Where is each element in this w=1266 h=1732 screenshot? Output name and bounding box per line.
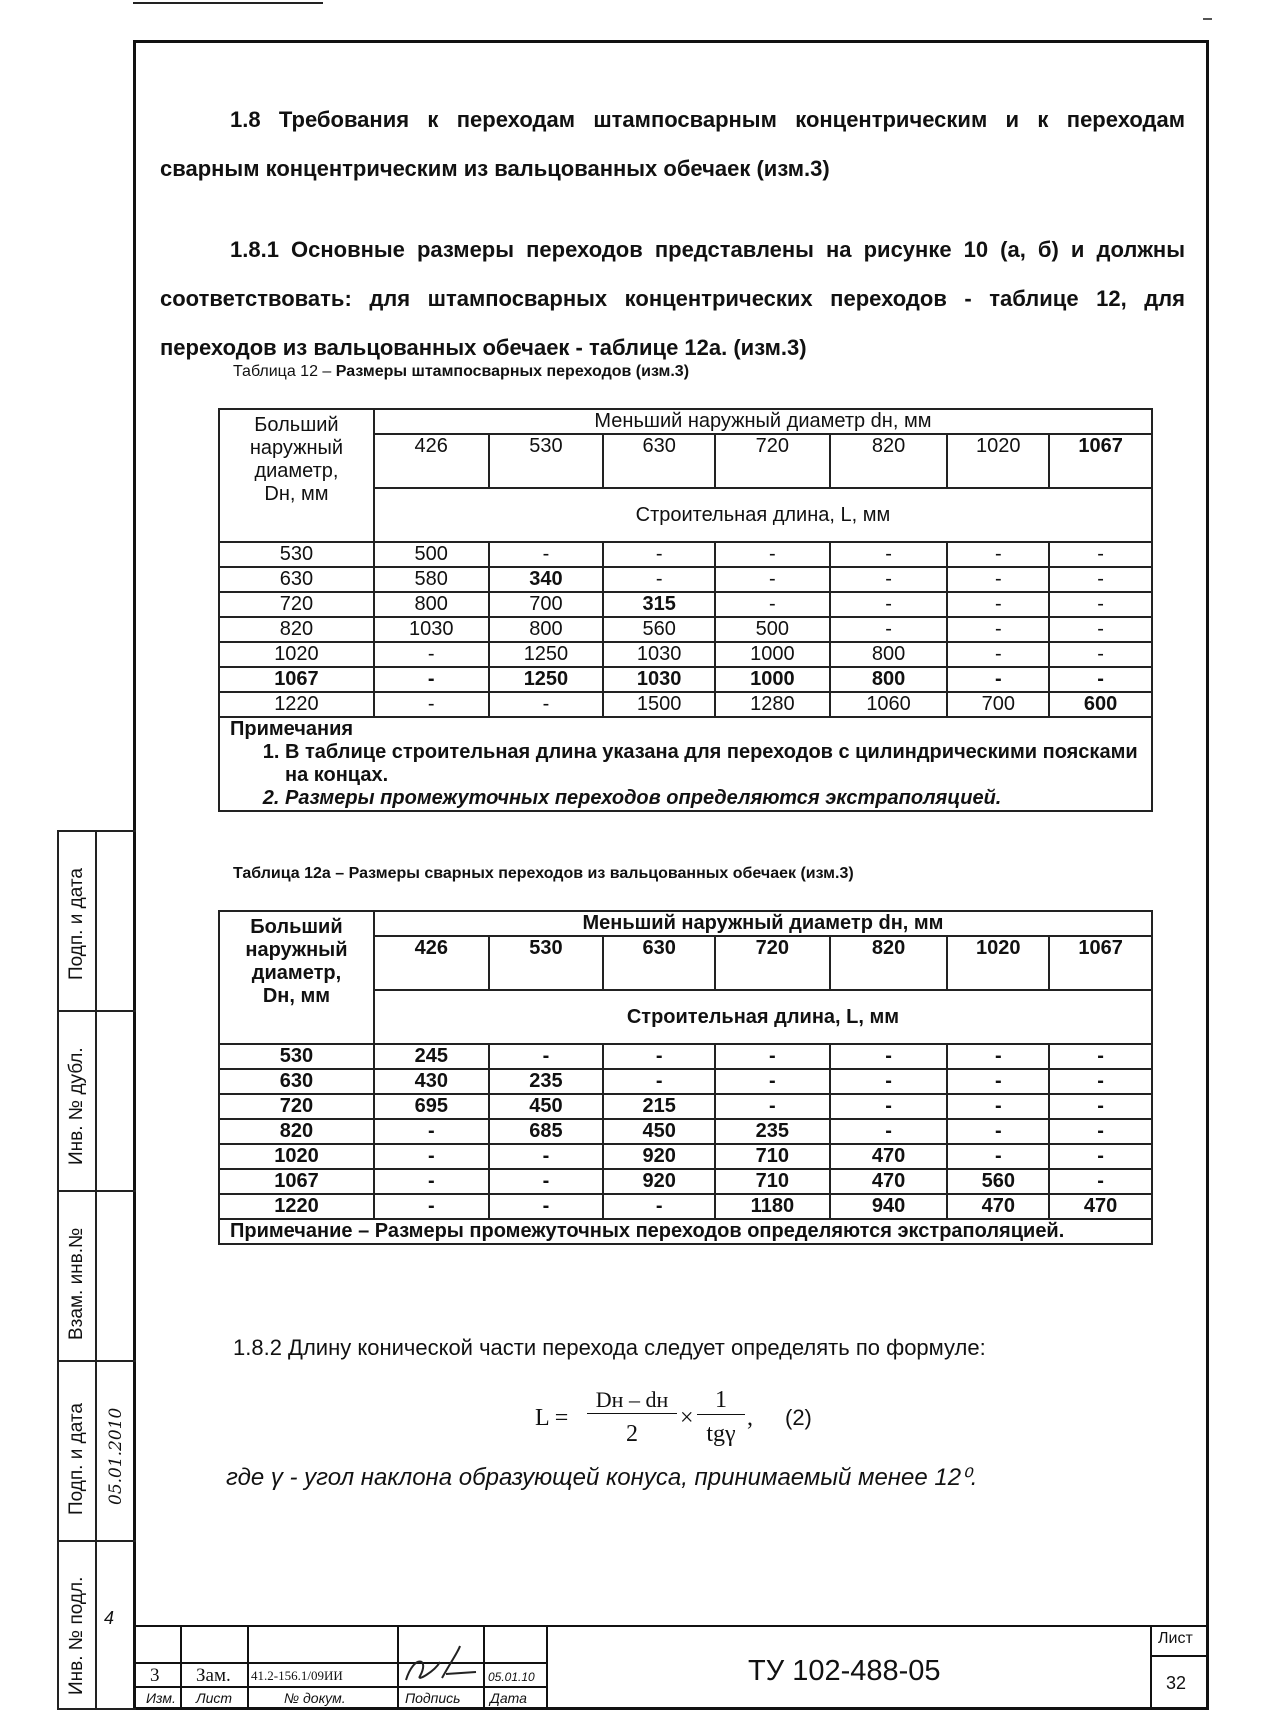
t12a-row-diameter: 630: [219, 1069, 374, 1094]
t12a-cell: -: [830, 1094, 948, 1119]
t12a-cell: -: [947, 1094, 1049, 1119]
table-row: [219, 617, 1152, 642]
t12a-cell: -: [489, 1044, 604, 1069]
t12-col-header: 720: [715, 434, 830, 488]
signature-mark: [400, 1642, 480, 1686]
top-rule: [133, 2, 323, 4]
t12a-col-header: 426: [374, 936, 489, 990]
t12-cell: -: [830, 617, 948, 642]
t12-col-header: 530: [489, 434, 604, 488]
t12a-cell: -: [1049, 1069, 1152, 1094]
t12a-cell: 245: [374, 1044, 489, 1069]
table-row: [219, 1044, 1152, 1069]
t12a-col-header: 720: [715, 936, 830, 990]
t12a-cell: -: [374, 1194, 489, 1219]
section-heading: 1.8 Требования к переходам штампосварным концентрическим и к переходам сварным концентрическим из вальцованных обечаек (изм.3): [160, 107, 1185, 181]
title-change-no: 3: [150, 1665, 160, 1686]
t12-cell: -: [830, 592, 948, 617]
t12-cell: -: [603, 542, 715, 567]
t12a-cell: 215: [603, 1094, 715, 1119]
t12-row-diameter: 530: [219, 542, 374, 567]
t12a-cell: -: [1049, 1094, 1152, 1119]
table-row: [219, 1144, 1152, 1169]
t12a-row-diameter: 1020: [219, 1144, 374, 1169]
table12a-col0-header: Больший наружный диаметр, Dн, мм: [219, 911, 374, 1044]
top-dash: [1203, 18, 1212, 20]
t12-cell: 1250: [489, 642, 604, 667]
table-row: [219, 667, 1152, 692]
t12a-row-diameter: 720: [219, 1094, 374, 1119]
t12a-cell: -: [947, 1069, 1049, 1094]
t12-cell: -: [830, 567, 948, 592]
t12a-cell: -: [374, 1144, 489, 1169]
title-label-sign: Подпись: [405, 1690, 461, 1706]
formula-denominator-2: tgγ: [706, 1421, 736, 1447]
t12a-col-header: 630: [603, 936, 715, 990]
t12-col-header: 820: [830, 434, 948, 488]
t12-row-diameter: 1020: [219, 642, 374, 667]
table-row: [219, 542, 1152, 567]
t12-cell: -: [374, 642, 489, 667]
formula-lhs: L =: [535, 1405, 569, 1431]
t12-cell: 1030: [374, 617, 489, 642]
t12a-cell: -: [1049, 1169, 1152, 1194]
t12-cell: -: [947, 667, 1049, 692]
gamma-definition: где γ - угол наклона образующей конуса, принимаемый менее 12⁰.: [226, 1464, 978, 1491]
t12-cell: -: [1049, 567, 1152, 592]
formula-denominator: 2: [626, 1421, 638, 1447]
t12a-cell: 695: [374, 1094, 489, 1119]
t12a-cell: 920: [603, 1144, 715, 1169]
side-label-1: Подп. и дата: [66, 868, 87, 980]
title-date: 05.01.10: [488, 1670, 535, 1684]
t12a-cell: 430: [374, 1069, 489, 1094]
table-row: [219, 1069, 1152, 1094]
t12-cell: 1500: [603, 692, 715, 717]
side-label-5: Инв. № подл.: [66, 1576, 87, 1695]
t12-cell: 700: [489, 592, 604, 617]
t12-cell: 315: [603, 592, 715, 617]
t12-cell: 800: [489, 617, 604, 642]
t12a-cell: -: [947, 1144, 1049, 1169]
t12a-cell: -: [1049, 1044, 1152, 1069]
table12a-note: Примечание – Размеры промежуточных переходов определяются экстраполяцией.: [219, 1219, 1152, 1244]
t12-cell: -: [947, 592, 1049, 617]
formula-number: (2): [785, 1405, 812, 1430]
t12-cell: -: [603, 567, 715, 592]
t12-cell: 800: [374, 592, 489, 617]
t12a-cell: 450: [603, 1119, 715, 1144]
title-label-izm: Изм.: [146, 1690, 176, 1706]
t12a-cell: -: [947, 1119, 1049, 1144]
table12a-caption-title: Размеры сварных переходов из вальцованных обечаек (изм.3): [348, 865, 854, 882]
t12-cell: -: [715, 592, 830, 617]
t12a-cell: 470: [830, 1144, 948, 1169]
t12-cell: -: [947, 542, 1049, 567]
t12-cell: -: [715, 542, 830, 567]
t12-cell: -: [489, 542, 604, 567]
table12-col0-header: Больший наружный диаметр, Dн, мм: [219, 409, 374, 542]
table12-caption: [233, 363, 689, 381]
t12-cell: -: [1049, 592, 1152, 617]
t12a-row-diameter: 1220: [219, 1194, 374, 1219]
table12-sub-header: Строительная длина, L, мм: [374, 488, 1152, 542]
table12-notes-title: Примечания: [230, 718, 354, 740]
side-inv-mark: 4: [104, 1608, 115, 1628]
t12-col-header: 1020: [947, 434, 1049, 488]
t12-cell: -: [1049, 542, 1152, 567]
sheet-number: 32: [1166, 1673, 1187, 1693]
table12-caption-title: Размеры штампосварных переходов (изм.3): [335, 363, 690, 380]
paragraph-1-8-2: 1.8.2 Длину конической части перехода следует определять по формуле:: [233, 1335, 986, 1360]
t12-cell: 800: [830, 642, 948, 667]
t12a-cell: -: [489, 1169, 604, 1194]
doc-code: ТУ 102-488-05: [748, 1655, 941, 1687]
t12a-cell: 710: [715, 1144, 830, 1169]
t12-cell: 1060: [830, 692, 948, 717]
t12-cell: -: [1049, 642, 1152, 667]
formula-numerator-2: 1: [697, 1387, 745, 1415]
t12a-cell: 235: [715, 1119, 830, 1144]
table-row: [219, 642, 1152, 667]
t12-cell: 500: [374, 542, 489, 567]
table-12a: [218, 910, 1153, 1245]
t12-col-header: 1067: [1049, 434, 1152, 488]
side-label-3: Взам. инв.№: [66, 1227, 87, 1340]
t12a-cell: -: [715, 1069, 830, 1094]
table12-note-1: 1. В таблице строительная длина указана для переходов с цилиндрическими поясками на концах.: [285, 741, 1141, 787]
t12-cell: 1000: [715, 642, 830, 667]
title-doc-no: 41.2-156.1/09ИИ: [251, 1668, 343, 1683]
formula-times: ×: [680, 1405, 694, 1431]
formula-2: [535, 1385, 865, 1455]
t12a-cell: 920: [603, 1169, 715, 1194]
formula-numerator: Dн – dн: [587, 1387, 677, 1414]
t12a-cell: 470: [830, 1169, 948, 1194]
table-12: [218, 408, 1153, 812]
t12a-cell: 685: [489, 1119, 604, 1144]
t12a-row-diameter: 1067: [219, 1169, 374, 1194]
t12-row-diameter: 630: [219, 567, 374, 592]
t12-col-header: 426: [374, 434, 489, 488]
t12a-cell: -: [603, 1069, 715, 1094]
t12-cell: 1030: [603, 667, 715, 692]
t12-cell: 580: [374, 567, 489, 592]
table-row: [219, 567, 1152, 592]
table12-note-2: 2. Размеры промежуточных переходов определяются экстраполяцией.: [285, 787, 1141, 810]
table12-group-header: Меньший наружный диаметр dн, мм: [374, 409, 1152, 434]
title-label-list: Лист: [196, 1690, 233, 1706]
table-row: [219, 1194, 1152, 1219]
t12-cell: -: [830, 542, 948, 567]
t12a-row-diameter: 530: [219, 1044, 374, 1069]
t12a-cell: 450: [489, 1094, 604, 1119]
t12-row-diameter: 820: [219, 617, 374, 642]
t12-cell: 1250: [489, 667, 604, 692]
t12a-cell: -: [715, 1044, 830, 1069]
t12-cell: 340: [489, 567, 604, 592]
table12a-caption-prefix: Таблица 12а –: [233, 865, 349, 882]
sheet-label: Лист: [1158, 1630, 1193, 1647]
t12-row-diameter: 720: [219, 592, 374, 617]
t12a-cell: -: [1049, 1119, 1152, 1144]
t12a-cell: -: [489, 1194, 604, 1219]
paragraph-1-8-1: 1.8.1 Основные размеры переходов представлены на рисунке 10 (а, б) и должны соответствовать: для штампосварных концентрических переходов - таблице 12, для переходов из вальцованных обечаек - таблице 12а. (изм.3): [160, 237, 1185, 360]
title-sheet-mark: Зам.: [196, 1665, 231, 1686]
t12-row-diameter: 1220: [219, 692, 374, 717]
t12-cell: -: [374, 692, 489, 717]
t12-cell: -: [947, 642, 1049, 667]
t12-row-diameter: 1067: [219, 667, 374, 692]
table12a-group-header: Меньший наружный диаметр dн, мм: [374, 911, 1152, 936]
t12a-cell: -: [830, 1119, 948, 1144]
t12a-cell: 470: [1049, 1194, 1152, 1219]
table-row: [219, 692, 1152, 717]
t12a-col-header: 820: [830, 936, 948, 990]
t12-cell: 500: [715, 617, 830, 642]
t12a-cell: 235: [489, 1069, 604, 1094]
t12a-cell: -: [715, 1094, 830, 1119]
t12a-cell: -: [374, 1119, 489, 1144]
side-label-2: Инв. № дубл.: [66, 1047, 87, 1165]
table12a-sub-header: Строительная длина, L, мм: [374, 990, 1152, 1044]
t12-cell: -: [489, 692, 604, 717]
table-row: [219, 592, 1152, 617]
t12-cell: -: [715, 567, 830, 592]
t12a-cell: 1180: [715, 1194, 830, 1219]
table-row: [219, 1119, 1152, 1144]
t12a-cell: -: [830, 1044, 948, 1069]
t12a-cell: -: [1049, 1144, 1152, 1169]
t12a-col-header: 1067: [1049, 936, 1152, 990]
t12-cell: -: [1049, 667, 1152, 692]
t12-col-header: 630: [603, 434, 715, 488]
t12-cell: -: [374, 667, 489, 692]
table12a-caption: [233, 865, 854, 883]
t12-cell: 1030: [603, 642, 715, 667]
t12a-cell: -: [603, 1194, 715, 1219]
t12a-cell: -: [830, 1069, 948, 1094]
table12-caption-prefix: Таблица 12 –: [233, 363, 336, 380]
table12-notes: [219, 717, 1152, 811]
formula-comma: ,: [747, 1405, 753, 1431]
side-label-4: Подп. и дата: [66, 1403, 87, 1515]
t12a-cell: -: [374, 1169, 489, 1194]
t12a-col-header: 530: [489, 936, 604, 990]
t12-cell: 1280: [715, 692, 830, 717]
table-row: [219, 1169, 1152, 1194]
t12-cell: 800: [830, 667, 948, 692]
title-label-doc: № докум.: [284, 1690, 346, 1706]
t12a-row-diameter: 820: [219, 1119, 374, 1144]
t12-cell: 1000: [715, 667, 830, 692]
t12-cell: -: [947, 617, 1049, 642]
t12a-cell: 710: [715, 1169, 830, 1194]
t12-cell: 560: [603, 617, 715, 642]
t12-cell: 700: [947, 692, 1049, 717]
table-row: [219, 1094, 1152, 1119]
t12a-cell: 470: [947, 1194, 1049, 1219]
t12-cell: -: [947, 567, 1049, 592]
t12a-col-header: 1020: [947, 936, 1049, 990]
t12-cell: 600: [1049, 692, 1152, 717]
title-label-date: Дата: [490, 1690, 527, 1706]
t12a-cell: -: [947, 1044, 1049, 1069]
t12a-cell: 560: [947, 1169, 1049, 1194]
t12a-cell: -: [489, 1144, 604, 1169]
t12-cell: -: [1049, 617, 1152, 642]
t12a-cell: -: [603, 1044, 715, 1069]
side-sign-date: 05.01.2010: [106, 1407, 126, 1505]
t12a-cell: 940: [830, 1194, 948, 1219]
